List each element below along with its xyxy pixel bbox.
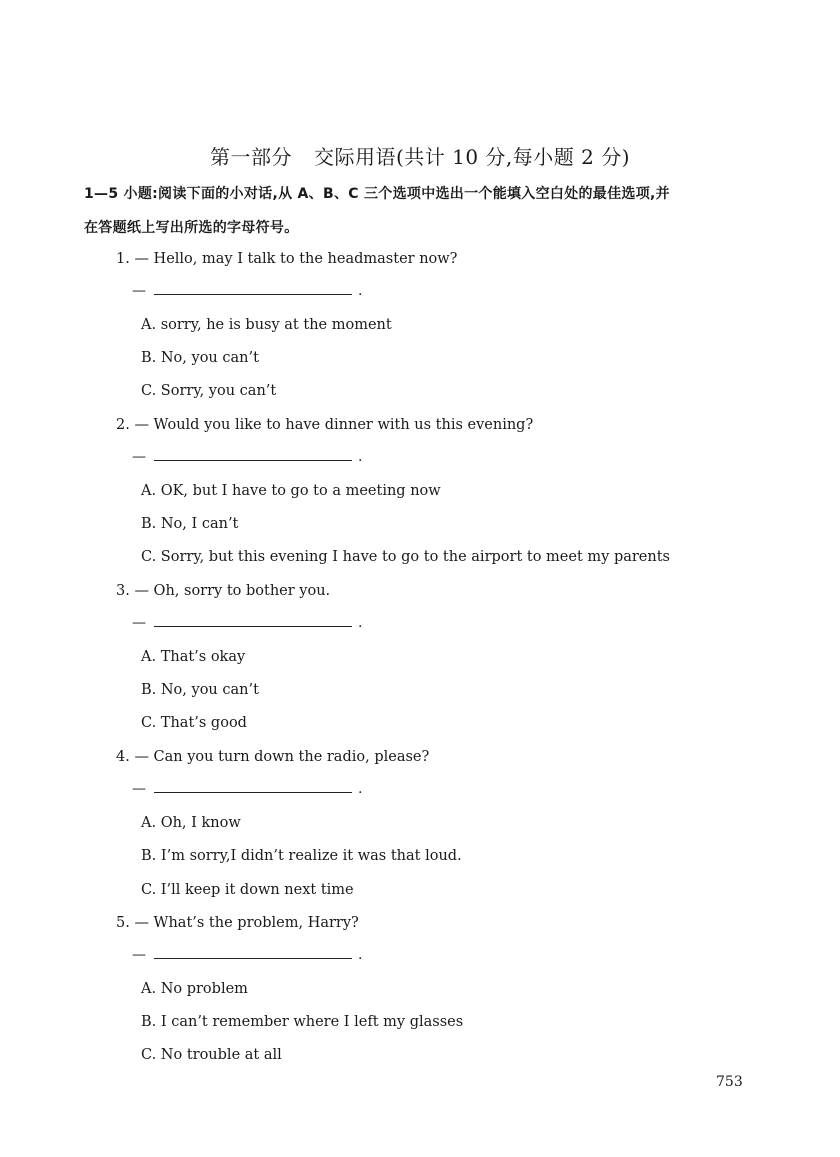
question-4-answer-blank: [132, 781, 362, 797]
answer-underline: [154, 950, 352, 959]
question-5-option-c: C. No trouble at all: [141, 1047, 282, 1063]
question-2-answer-blank: [132, 449, 362, 465]
question-5-option-b: B. I can’t remember where I left my glasses: [141, 1014, 464, 1030]
answer-dash: —: [132, 781, 146, 797]
question-3-option-a: A. That’s okay: [141, 649, 246, 665]
question-5-answer-blank: [132, 947, 362, 963]
answer-period: .: [358, 947, 363, 963]
answer-period: .: [358, 781, 363, 797]
question-5-prompt: 5. — What’s the problem, Harry?: [116, 915, 359, 931]
question-2-option-b: B. No, I can’t: [141, 516, 239, 532]
page-number: 753: [716, 1074, 743, 1090]
answer-underline: [154, 784, 352, 793]
section-heading: 交际用语(共计 10 分,每小题 2 分): [313, 145, 631, 169]
answer-period: .: [358, 283, 363, 299]
question-3-answer-blank: [132, 615, 362, 631]
question-1-option-a: A. sorry, he is busy at the moment: [141, 317, 392, 333]
question-2-prompt: 2. — Would you like to have dinner with us this evening?: [116, 417, 534, 433]
section-title: [0, 141, 840, 170]
question-1-prompt: 1. — Hello, may I talk to the headmaster now?: [116, 251, 458, 267]
question-4-option-a: A. Oh, I know: [141, 815, 241, 831]
question-1-answer-blank: [132, 283, 362, 299]
answer-underline: [154, 286, 352, 295]
answer-dash: —: [132, 449, 146, 465]
question-2-option-a: A. OK, but I have to go to a meeting now: [141, 483, 441, 499]
question-4-prompt: 4. — Can you turn down the radio, please?: [116, 749, 430, 765]
answer-period: .: [358, 615, 363, 631]
question-3-prompt: 3. — Oh, sorry to bother you.: [116, 583, 331, 599]
question-1-option-c: C. Sorry, you can’t: [141, 383, 277, 399]
answer-underline: [154, 618, 352, 627]
answer-period: .: [358, 449, 363, 465]
instructions-line-1: 1—5 小题:阅读下面的小对话,从 A、B、C 三个选项中选出一个能填入空白处的最佳选项,并: [84, 186, 670, 202]
answer-dash: —: [132, 947, 146, 963]
answer-dash: —: [132, 615, 146, 631]
question-4-option-c: C. I’ll keep it down next time: [141, 882, 354, 898]
question-3-option-c: C. That’s good: [141, 715, 247, 731]
question-3-option-b: B. No, you can’t: [141, 682, 259, 698]
answer-dash: —: [132, 283, 146, 299]
answer-underline: [154, 452, 352, 461]
question-2-option-c: C. Sorry, but this evening I have to go to the airport to meet my parents: [141, 549, 670, 565]
question-4-option-b: B. I’m sorry,I didn’t realize it was that loud.: [141, 848, 462, 864]
question-5-option-a: A. No problem: [141, 981, 248, 997]
section-part-label: 第一部分: [209, 145, 292, 169]
instructions-line-2: 在答题纸上写出所选的字母符号。: [84, 220, 299, 236]
question-1-option-b: B. No, you can’t: [141, 350, 259, 366]
